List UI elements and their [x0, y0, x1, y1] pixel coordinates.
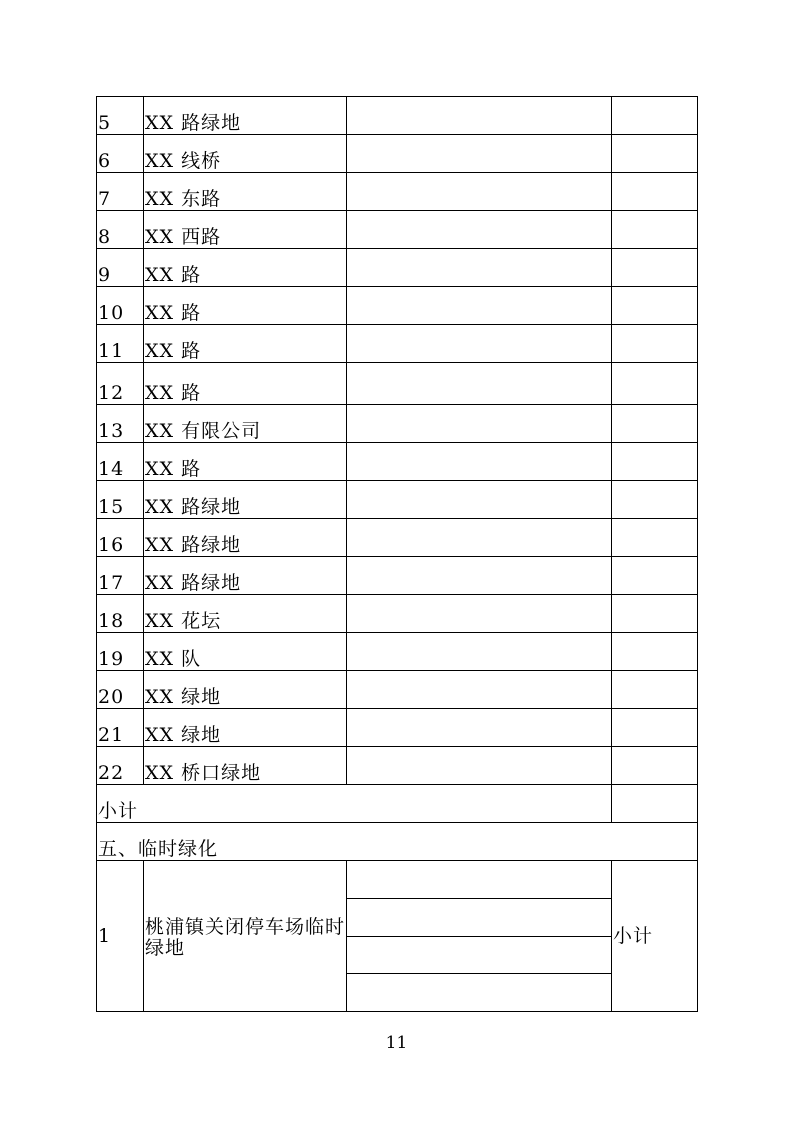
row-detail-cell — [347, 481, 612, 519]
row-name: XX 绿地 — [144, 671, 347, 709]
row-value-cell — [612, 405, 698, 443]
row-detail-cell — [347, 173, 612, 211]
row-value-cell — [612, 633, 698, 671]
row-detail-cell — [347, 709, 612, 747]
row-number: 5 — [97, 97, 144, 135]
table-row — [97, 211, 698, 249]
subtotal-row — [97, 785, 698, 823]
row-name: XX 路 — [144, 363, 347, 405]
row-detail-cell — [347, 97, 612, 135]
row-number: 7 — [97, 173, 144, 211]
row-value-cell — [612, 709, 698, 747]
row-value-cell — [612, 595, 698, 633]
table-row — [97, 135, 698, 173]
row-number: 16 — [97, 519, 144, 557]
section-item-name: 桃浦镇关闭停车场临时绿地 — [144, 861, 347, 1012]
subtotal-label: 小计 — [97, 785, 612, 823]
row-detail-cell — [347, 595, 612, 633]
row-number: 14 — [97, 443, 144, 481]
row-value-cell — [612, 97, 698, 135]
table-row — [97, 325, 698, 363]
row-detail-cell — [347, 249, 612, 287]
section-item-number: 1 — [97, 861, 144, 1012]
table-row — [97, 481, 698, 519]
table-row — [97, 557, 698, 595]
table-row — [97, 519, 698, 557]
row-value-cell — [612, 363, 698, 405]
subrow-cell — [347, 937, 611, 975]
row-number: 21 — [97, 709, 144, 747]
row-detail-cell — [347, 443, 612, 481]
table-row — [97, 405, 698, 443]
row-value-cell — [612, 747, 698, 785]
row-detail-cell — [347, 363, 612, 405]
row-detail-cell — [347, 633, 612, 671]
section-item-row — [97, 861, 698, 1012]
subtotal-value-cell — [612, 785, 698, 823]
subrow-cell — [347, 861, 611, 899]
table-row — [97, 747, 698, 785]
row-value-cell — [612, 519, 698, 557]
row-name: XX 线桥 — [144, 135, 347, 173]
row-value-cell — [612, 481, 698, 519]
row-name: XX 西路 — [144, 211, 347, 249]
row-name: XX 路 — [144, 443, 347, 481]
subrow-cell — [347, 899, 611, 937]
table-row — [97, 97, 698, 135]
greening-table — [96, 96, 698, 1012]
row-value-cell — [612, 325, 698, 363]
row-value-cell — [612, 443, 698, 481]
row-value-cell — [612, 135, 698, 173]
row-value-cell — [612, 557, 698, 595]
section-item-subtotal-label: 小计 — [612, 861, 698, 1012]
row-name: XX 路绿地 — [144, 519, 347, 557]
row-name: XX 路 — [144, 287, 347, 325]
row-number: 19 — [97, 633, 144, 671]
row-number: 17 — [97, 557, 144, 595]
row-number: 11 — [97, 325, 144, 363]
row-detail-cell — [347, 325, 612, 363]
row-number: 22 — [97, 747, 144, 785]
page-number: 11 — [385, 1033, 408, 1053]
row-number: 20 — [97, 671, 144, 709]
row-number: 18 — [97, 595, 144, 633]
row-value-cell — [612, 671, 698, 709]
row-detail-cell — [347, 135, 612, 173]
section-heading-row — [97, 823, 698, 861]
row-name: XX 花坛 — [144, 595, 347, 633]
table-row — [97, 249, 698, 287]
section-heading: 五、临时绿化 — [97, 823, 698, 861]
row-value-cell — [612, 287, 698, 325]
row-number: 13 — [97, 405, 144, 443]
row-number: 9 — [97, 249, 144, 287]
row-name: XX 东路 — [144, 173, 347, 211]
row-detail-cell — [347, 287, 612, 325]
row-detail-cell — [347, 211, 612, 249]
row-name: XX 绿地 — [144, 709, 347, 747]
row-number: 6 — [97, 135, 144, 173]
table-row — [97, 709, 698, 747]
table-row — [97, 595, 698, 633]
row-name: XX 桥口绿地 — [144, 747, 347, 785]
row-value-cell — [612, 173, 698, 211]
row-name: XX 队 — [144, 633, 347, 671]
row-name: XX 路 — [144, 249, 347, 287]
row-detail-cell — [347, 405, 612, 443]
row-number: 15 — [97, 481, 144, 519]
row-name: XX 路绿地 — [144, 557, 347, 595]
row-detail-cell — [347, 747, 612, 785]
table-row — [97, 363, 698, 405]
row-number: 12 — [97, 363, 144, 405]
table-row — [97, 633, 698, 671]
row-value-cell — [612, 211, 698, 249]
row-value-cell — [612, 249, 698, 287]
table-body — [97, 97, 698, 785]
row-name: XX 有限公司 — [144, 405, 347, 443]
row-number: 8 — [97, 211, 144, 249]
row-detail-cell — [347, 557, 612, 595]
row-name: XX 路绿地 — [144, 481, 347, 519]
table-row — [97, 671, 698, 709]
row-detail-cell — [347, 519, 612, 557]
row-detail-cell — [347, 671, 612, 709]
section-item-subrows — [347, 861, 612, 1012]
table-row — [97, 443, 698, 481]
row-name: XX 路 — [144, 325, 347, 363]
row-number: 10 — [97, 287, 144, 325]
row-name: XX 路绿地 — [144, 97, 347, 135]
subrow-cell — [347, 974, 611, 1011]
table-row — [97, 287, 698, 325]
table-row — [97, 173, 698, 211]
